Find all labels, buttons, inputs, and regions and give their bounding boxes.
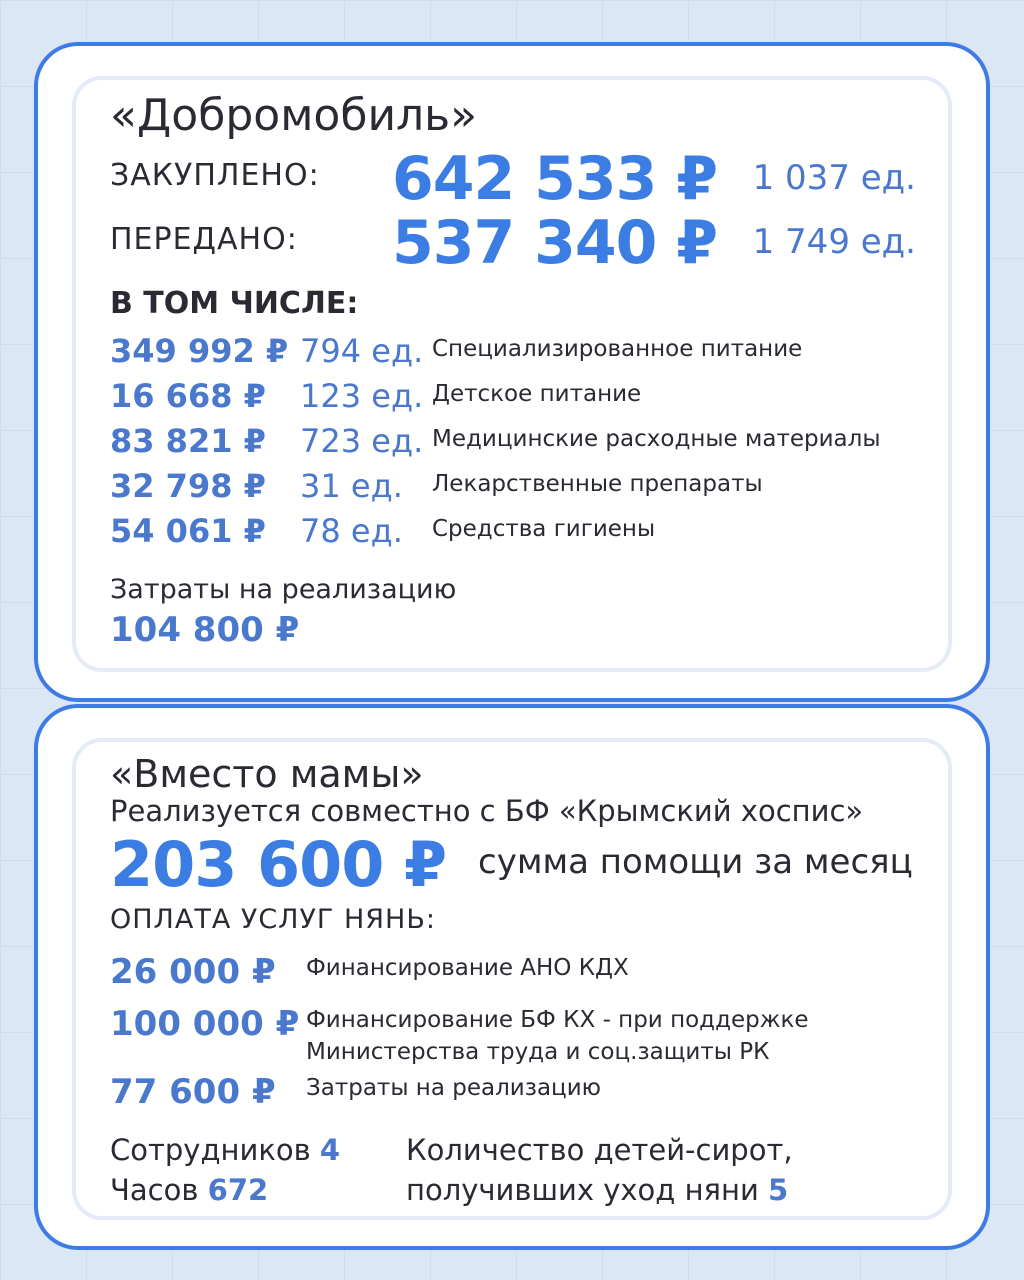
nanny-item-desc-line: Министерства труда и соц.защиты РК xyxy=(306,1039,770,1065)
nanny-item-desc-line: Финансирование АНО КДХ xyxy=(306,955,629,981)
hours-stat xyxy=(110,1170,340,1210)
nanny-label: ОПЛАТА УСЛУГ НЯНЬ: xyxy=(110,904,436,935)
item-sum: 83 821 ₽ xyxy=(110,422,266,460)
item-name: Средства гигиены xyxy=(432,516,656,542)
purchased-units: 1 037 ед. xyxy=(752,158,916,198)
transferred-label: ПЕРЕДАНО: xyxy=(110,222,298,257)
vmesto-mamy-title: «Вместо мамы» xyxy=(110,752,424,796)
item-name: Лекарственные препараты xyxy=(432,471,763,497)
transferred-sum: 537 340 ₽ xyxy=(392,208,718,278)
nanny-item-desc-line: Финансирование БФ КХ - при поддержке xyxy=(306,1007,809,1033)
monthly-label: сумма помощи за месяц xyxy=(478,842,913,882)
orphans-label-line-2 xyxy=(406,1170,793,1210)
staff-stats xyxy=(110,1130,340,1210)
dobromobil-cost-value: 104 800 ₽ xyxy=(110,610,300,650)
including-label: В ТОМ ЧИСЛЕ: xyxy=(110,286,359,321)
item-sum: 349 992 ₽ xyxy=(110,332,289,370)
purchased-sum: 642 533 ₽ xyxy=(392,144,718,214)
orphans-label-line: Количество детей-сирот, xyxy=(406,1133,793,1167)
vmesto-mamy-card xyxy=(34,704,990,1250)
employees-stat xyxy=(110,1130,340,1170)
hours-label: Часов xyxy=(110,1173,199,1207)
nanny-item-sum: 77 600 ₽ xyxy=(110,1072,276,1112)
item-units: 78 ед. xyxy=(300,512,403,550)
item-units: 123 ед. xyxy=(300,377,424,415)
item-units: 794 ед. xyxy=(300,332,424,370)
item-sum: 16 668 ₽ xyxy=(110,377,266,415)
item-sum: 54 061 ₽ xyxy=(110,512,266,550)
nanny-item-sum: 26 000 ₽ xyxy=(110,952,276,992)
purchased-label: ЗАКУПЛЕНО: xyxy=(110,158,320,193)
nanny-item-desc xyxy=(306,1004,809,1068)
item-name: Специализированное питание xyxy=(432,336,803,362)
dobromobil-title: «Добромобиль» xyxy=(110,90,478,141)
item-name: Детское питание xyxy=(432,381,642,407)
nanny-item-sum: 100 000 ₽ xyxy=(110,1004,300,1044)
item-units: 723 ед. xyxy=(300,422,424,460)
orphans-value: 5 xyxy=(768,1173,789,1207)
nanny-item-desc xyxy=(306,1072,601,1104)
nanny-item-desc xyxy=(306,952,629,984)
employees-label: Сотрудников xyxy=(110,1133,311,1167)
partner-text: Реализуется совместно с БФ «Крымский хоспис» xyxy=(110,794,864,828)
orphans-stat xyxy=(406,1130,793,1210)
item-units: 31 ед. xyxy=(300,467,403,505)
item-sum: 32 798 ₽ xyxy=(110,467,266,505)
hours-value: 672 xyxy=(207,1173,269,1207)
nanny-item-desc-line: Затраты на реализацию xyxy=(306,1075,602,1101)
item-name: Медицинские расходные материалы xyxy=(432,426,881,452)
orphans-label: получивших уход няни xyxy=(406,1173,759,1207)
transferred-units: 1 749 ед. xyxy=(752,222,916,262)
employees-value: 4 xyxy=(319,1133,341,1167)
dobromobil-cost-label: Затраты на реализацию xyxy=(110,574,457,605)
monthly-sum: 203 600 ₽ xyxy=(110,828,447,901)
dobromobil-card xyxy=(34,42,990,702)
